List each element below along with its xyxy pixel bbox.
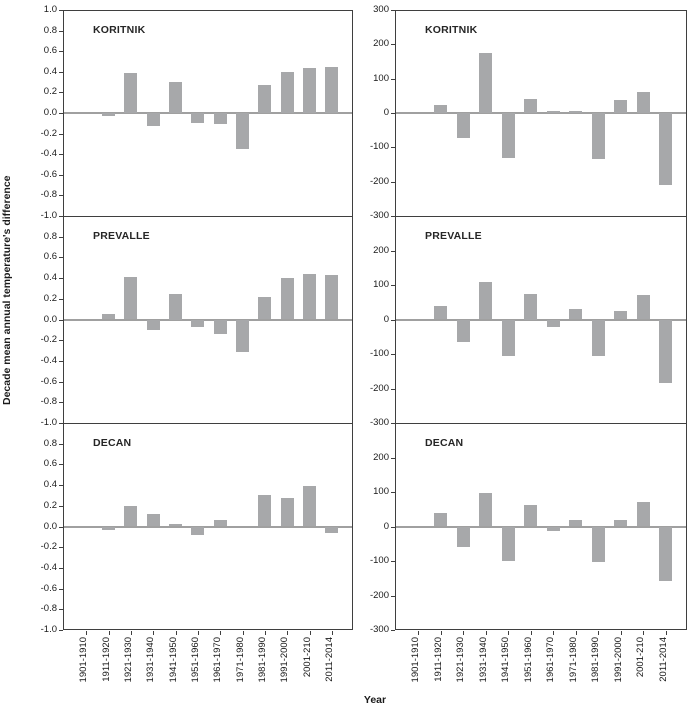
- x-tick-label: 1961-1970: [212, 637, 224, 683]
- bar: [637, 502, 650, 527]
- y-tick-label: -0.2: [40, 127, 57, 139]
- x-tick-label: 1911-1920: [100, 637, 112, 682]
- y-tick-label: 0.2: [43, 499, 57, 511]
- y-tick-label: -200: [369, 382, 389, 394]
- bar: [325, 527, 338, 533]
- x-tick-label: 1931-1940: [477, 637, 489, 683]
- y-tick-label: 0.8: [43, 24, 57, 36]
- y-tick-label: 0.4: [43, 65, 57, 77]
- bar: [637, 295, 650, 320]
- y-tick-label: 0.2: [43, 292, 57, 304]
- x-tick-mark: [310, 631, 311, 635]
- x-tick-label: 1931-1940: [145, 637, 157, 683]
- y-tick-label: -300: [369, 624, 389, 635]
- y-tick-mark: [59, 175, 63, 176]
- bar: [147, 320, 160, 330]
- y-tick-mark: [59, 382, 63, 383]
- y-tick-label: -0.4: [40, 561, 57, 573]
- y-tick-label: 0: [383, 520, 389, 532]
- y-tick-mark: [391, 79, 395, 80]
- x-tick-mark: [176, 631, 177, 635]
- y-tick-label: -100: [369, 141, 389, 153]
- y-tick-mark: [59, 72, 63, 73]
- y-tick-label: -100: [369, 555, 389, 566]
- x-tick-label: 1981-1990: [256, 637, 268, 683]
- y-tick-label: -0.2: [40, 541, 57, 553]
- bar: [258, 85, 271, 113]
- x-tick-mark: [287, 631, 288, 635]
- y-tick-mark: [391, 354, 395, 355]
- bar: [169, 82, 182, 113]
- y-tick-label: 200: [373, 244, 389, 256]
- y-tick-label: 0.0: [43, 107, 57, 118]
- bar: [614, 100, 627, 113]
- y-tick-mark: [59, 485, 63, 486]
- y-tick-mark: [59, 31, 63, 32]
- y-tick-mark: [59, 257, 63, 258]
- y-tick-label: 0.4: [43, 479, 57, 491]
- bar: [214, 320, 227, 334]
- x-tick-mark: [418, 631, 419, 635]
- y-tick-label: 200: [373, 38, 389, 50]
- bar: [457, 320, 470, 342]
- bar: [236, 113, 249, 149]
- y-tick-label: 0.0: [43, 313, 57, 325]
- y-tick-mark: [391, 596, 395, 597]
- y-tick-mark: [59, 506, 63, 507]
- bar: [524, 99, 537, 113]
- y-tick-label: 0.6: [43, 458, 57, 470]
- bar: [502, 320, 515, 356]
- y-tick-mark: [59, 547, 63, 548]
- x-tick-label: 1961-1970: [545, 637, 557, 683]
- y-tick-mark: [391, 182, 395, 183]
- x-tick-mark: [441, 631, 442, 635]
- y-tick-mark: [59, 340, 63, 341]
- x-tick-mark: [508, 631, 509, 635]
- y-tick-mark: [59, 464, 63, 465]
- y-tick-label: -200: [369, 175, 389, 187]
- y-tick-mark: [59, 320, 63, 321]
- bar: [102, 314, 115, 319]
- bar: [214, 113, 227, 124]
- y-tick-label: -0.6: [40, 375, 57, 387]
- x-tick-mark: [598, 631, 599, 635]
- x-tick-mark: [666, 631, 667, 635]
- bar: [524, 294, 537, 320]
- x-tick-label: 2001-210: [635, 637, 647, 678]
- y-tick-mark: [59, 134, 63, 135]
- bar: [191, 320, 204, 327]
- bar: [524, 505, 537, 526]
- x-tick-mark: [265, 631, 266, 635]
- x-tick-label: 1911-1920: [432, 637, 444, 682]
- x-tick-mark: [463, 631, 464, 635]
- x-tick-label: 1901-1910: [78, 637, 90, 683]
- bar: [169, 294, 182, 320]
- x-tick-label: 2011-2014: [323, 637, 335, 682]
- bar: [547, 320, 560, 328]
- y-tick-label: 0.6: [43, 251, 57, 263]
- x-tick-label: 2001-210: [301, 637, 313, 678]
- y-tick-label: 100: [373, 72, 389, 84]
- bar: [191, 113, 204, 123]
- y-tick-label: 100: [373, 486, 389, 497]
- x-axis-title: Year: [363, 694, 387, 706]
- y-tick-mark: [59, 527, 63, 528]
- y-tick-label: -0.8: [40, 396, 57, 408]
- bar: [592, 527, 605, 562]
- y-tick-mark: [391, 389, 395, 390]
- y-tick-mark: [59, 154, 63, 155]
- bar: [569, 309, 582, 319]
- bar: [592, 320, 605, 357]
- y-tick-mark: [59, 92, 63, 93]
- y-tick-mark: [59, 299, 63, 300]
- bar: [102, 527, 115, 530]
- x-tick-label: 1951-1960: [522, 637, 534, 683]
- y-tick-label: -1.0: [40, 624, 57, 635]
- x-tick-mark: [220, 631, 221, 635]
- x-tick-label: 1921-1930: [122, 637, 134, 683]
- bar: [502, 527, 515, 561]
- y-tick-mark: [59, 630, 63, 631]
- x-tick-label: 1951-1960: [189, 637, 201, 683]
- y-tick-label: 0.8: [43, 230, 57, 242]
- x-tick-label: 1971-1980: [234, 637, 246, 683]
- y-tick-label: 1.0: [43, 4, 57, 15]
- bar: [214, 520, 227, 526]
- y-axis-title: Decade mean annual temperature's difference: [1, 175, 13, 405]
- x-tick-label: 1941-1950: [500, 637, 512, 683]
- y-tick-mark: [391, 320, 395, 321]
- x-tick-label: 1981-1990: [590, 637, 602, 683]
- bar: [236, 320, 249, 353]
- y-tick-label: -1.0: [40, 417, 57, 428]
- bar: [147, 514, 160, 526]
- x-tick-mark: [131, 631, 132, 635]
- bar: [659, 320, 672, 384]
- bar: [547, 527, 560, 531]
- bar: [614, 311, 627, 320]
- y-tick-mark: [391, 630, 395, 631]
- y-tick-mark: [391, 251, 395, 252]
- y-tick-label: -0.6: [40, 168, 57, 180]
- y-tick-mark: [59, 237, 63, 238]
- panel-title: DECAN: [93, 437, 132, 449]
- x-tick-label: 2011-2014: [657, 637, 669, 682]
- y-tick-label: -300: [369, 210, 389, 221]
- x-tick-label: 1971-1980: [567, 637, 579, 683]
- panel-title: KORITNIK: [425, 24, 478, 36]
- bar: [281, 498, 294, 527]
- y-tick-label: 100: [373, 279, 389, 290]
- y-tick-mark: [59, 402, 63, 403]
- panel-title: PREVALLE: [425, 230, 482, 242]
- bar: [569, 520, 582, 526]
- y-tick-mark: [59, 609, 63, 610]
- y-tick-mark: [391, 10, 395, 11]
- x-tick-mark: [332, 631, 333, 635]
- x-tick-mark: [243, 631, 244, 635]
- y-tick-label: -100: [369, 348, 389, 359]
- y-tick-label: -0.2: [40, 334, 57, 346]
- bar: [547, 111, 560, 113]
- y-tick-mark: [59, 113, 63, 114]
- panel-title: PREVALLE: [93, 230, 150, 242]
- y-tick-mark: [59, 51, 63, 52]
- x-tick-mark: [576, 631, 577, 635]
- panel-title: KORITNIK: [93, 24, 146, 36]
- y-tick-label: 0.4: [43, 272, 57, 284]
- bar: [434, 306, 447, 320]
- x-tick-mark: [621, 631, 622, 635]
- x-tick-label: 1901-1910: [410, 637, 422, 683]
- bar: [258, 495, 271, 527]
- y-tick-mark: [59, 278, 63, 279]
- bar: [434, 513, 447, 526]
- bar: [147, 113, 160, 126]
- bar: [479, 53, 492, 113]
- x-tick-mark: [486, 631, 487, 635]
- bar: [325, 67, 338, 113]
- bar: [614, 520, 627, 526]
- y-tick-label: 0: [383, 313, 389, 325]
- x-tick-mark: [109, 631, 110, 635]
- y-tick-mark: [391, 44, 395, 45]
- y-tick-label: 200: [373, 451, 389, 463]
- y-tick-label: -0.8: [40, 603, 57, 615]
- bar: [124, 506, 137, 527]
- y-tick-mark: [391, 458, 395, 459]
- bar: [637, 92, 650, 113]
- bar: [303, 68, 316, 113]
- y-tick-mark: [391, 492, 395, 493]
- y-tick-mark: [59, 568, 63, 569]
- x-tick-label: 1921-1930: [455, 637, 467, 683]
- y-tick-label: -300: [369, 417, 389, 428]
- x-tick-label: 1941-1950: [167, 637, 179, 683]
- y-tick-label: 0.2: [43, 86, 57, 98]
- y-tick-label: 0.0: [43, 520, 57, 532]
- bar: [124, 277, 137, 319]
- x-tick-mark: [553, 631, 554, 635]
- y-tick-mark: [59, 195, 63, 196]
- y-tick-mark: [391, 113, 395, 114]
- y-tick-label: -0.8: [40, 189, 57, 201]
- bar: [457, 113, 470, 138]
- y-tick-label: -1.0: [40, 210, 57, 221]
- bar: [258, 297, 271, 320]
- bar: [569, 111, 582, 113]
- bar: [124, 73, 137, 113]
- y-tick-mark: [391, 147, 395, 148]
- y-tick-mark: [59, 589, 63, 590]
- x-tick-label: 1991-2000: [279, 637, 291, 683]
- y-tick-label: 300: [373, 4, 389, 15]
- bar: [303, 486, 316, 526]
- y-tick-mark: [59, 10, 63, 11]
- bar: [457, 527, 470, 548]
- bar: [502, 113, 515, 158]
- bar: [325, 275, 338, 319]
- y-tick-mark: [59, 361, 63, 362]
- bar: [479, 282, 492, 320]
- y-tick-mark: [391, 527, 395, 528]
- x-tick-mark: [198, 631, 199, 635]
- y-tick-label: -0.4: [40, 354, 57, 366]
- x-tick-mark: [531, 631, 532, 635]
- y-tick-mark: [59, 444, 63, 445]
- bar: [169, 524, 182, 526]
- y-tick-label: 0.8: [43, 437, 57, 449]
- y-tick-label: 0.6: [43, 45, 57, 57]
- bar: [191, 527, 204, 535]
- y-tick-label: 0: [383, 107, 389, 118]
- bar: [102, 113, 115, 116]
- bar: [281, 72, 294, 113]
- bar: [281, 278, 294, 319]
- bar: [592, 113, 605, 159]
- bar: [479, 493, 492, 527]
- x-tick-mark: [86, 631, 87, 635]
- y-tick-label: -0.6: [40, 582, 57, 594]
- bar: [303, 274, 316, 319]
- x-tick-label: 1991-2000: [612, 637, 624, 683]
- bar: [434, 105, 447, 113]
- x-tick-mark: [153, 631, 154, 635]
- y-tick-label: -200: [369, 589, 389, 601]
- panel-title: DECAN: [425, 437, 464, 449]
- y-tick-label: -0.4: [40, 148, 57, 160]
- bar: [659, 113, 672, 185]
- y-tick-mark: [391, 561, 395, 562]
- x-tick-mark: [643, 631, 644, 635]
- bar: [659, 527, 672, 582]
- y-tick-mark: [391, 285, 395, 286]
